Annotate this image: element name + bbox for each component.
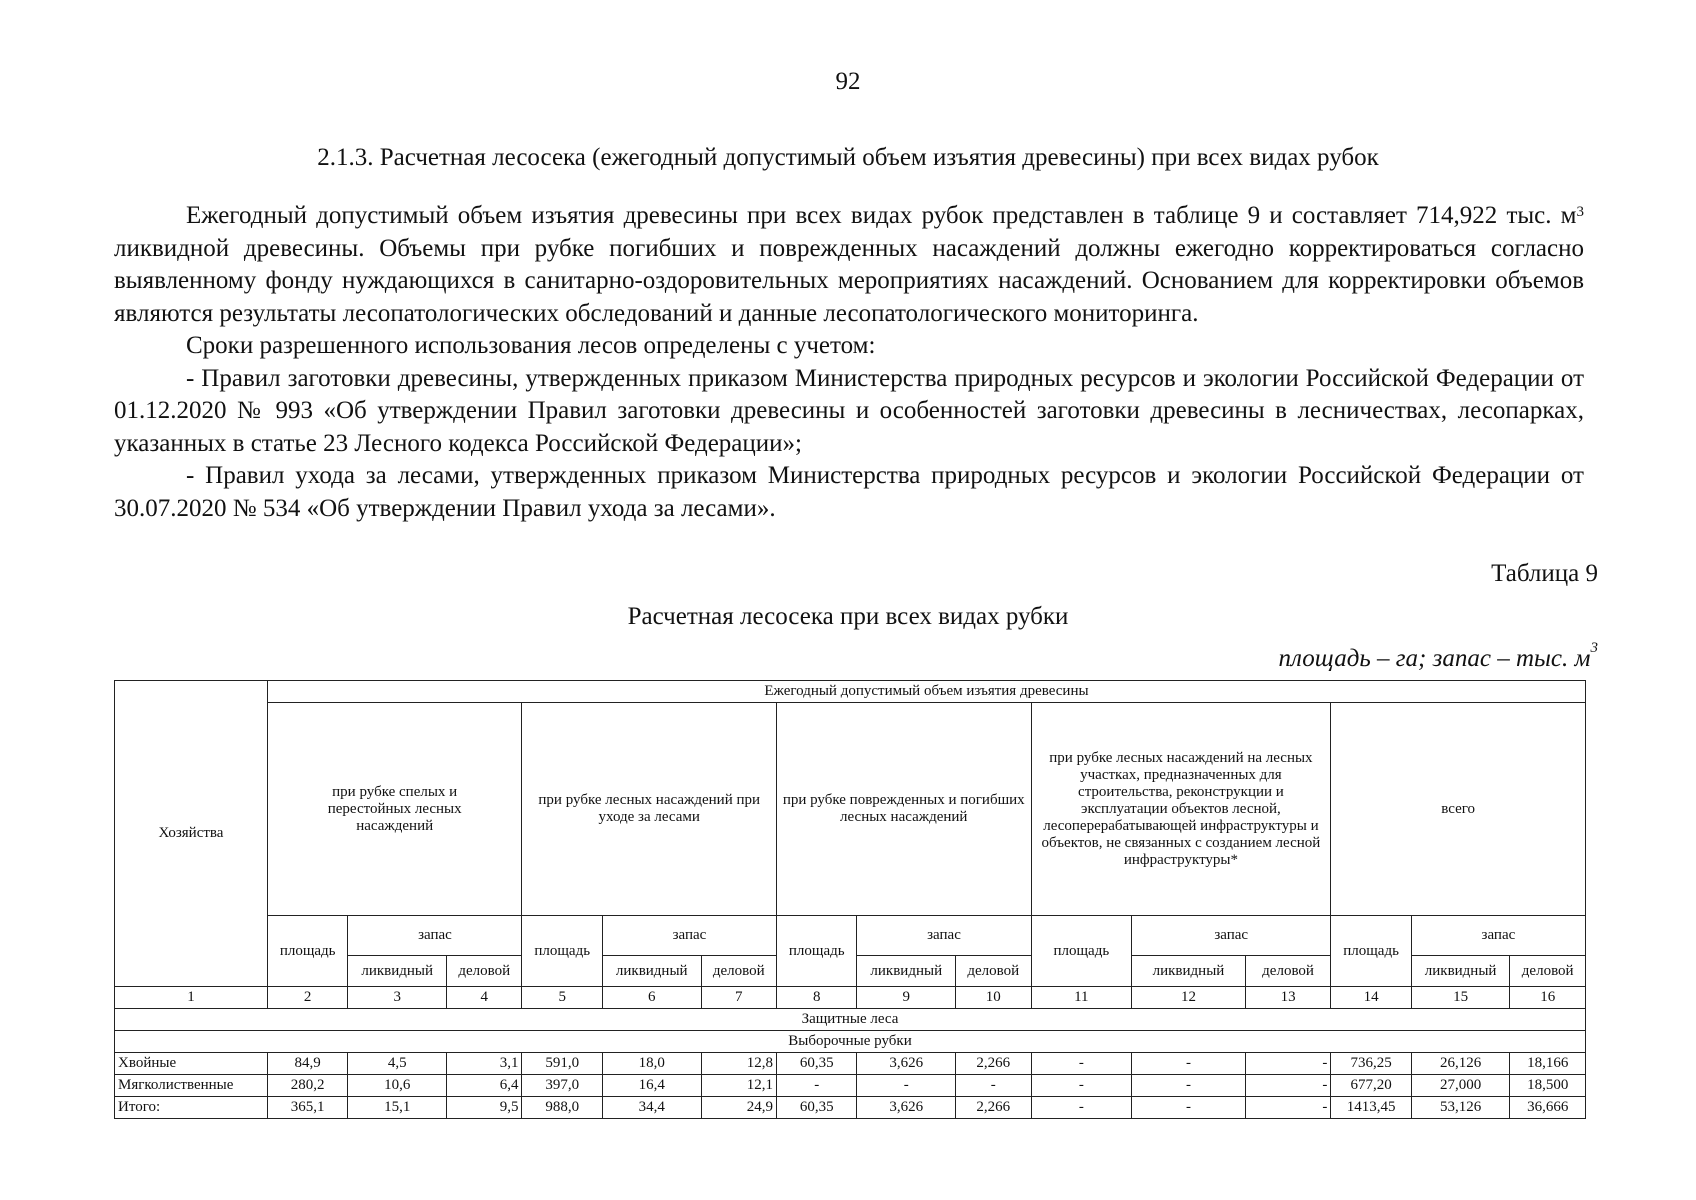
column-number: 3 (348, 987, 447, 1009)
header-stock: запас (857, 916, 1031, 956)
table-cell: 60,35 (776, 1053, 856, 1075)
table-cell: 18,166 (1510, 1053, 1586, 1075)
table-cell: 677,20 (1331, 1075, 1411, 1097)
table-cell: 16,4 (602, 1075, 701, 1097)
table-cell: - (776, 1075, 856, 1097)
table-cell: 4,5 (348, 1053, 447, 1075)
table-cell: 591,0 (522, 1053, 602, 1075)
units-note (1278, 640, 1598, 673)
paragraph-4: - Правил ухода за лесами, утвержденных приказом Министерства природных ресурсов и экологии Российской Федерации от 30.07.2020 № 534 «Об утверждении Правил ухода за лесами». (114, 462, 1584, 522)
column-number: 13 (1245, 987, 1331, 1009)
header-area: площадь (267, 916, 347, 987)
lesoseka-table (114, 680, 1586, 1119)
units-sup: 3 (1590, 640, 1598, 656)
table-cell: - (956, 1075, 1031, 1097)
table-title: Расчетная лесосека при всех видах рубки (627, 603, 1069, 630)
column-number: 12 (1132, 987, 1246, 1009)
paragraph-2: Сроки разрешенного использования лесов определены с учетом: (186, 332, 876, 359)
superscript-3: 3 (1576, 204, 1584, 220)
table-cell: 365,1 (267, 1097, 347, 1119)
table-cell: 34,4 (602, 1097, 701, 1119)
table-cell: 18,0 (602, 1053, 701, 1075)
table-cell: - (1132, 1097, 1246, 1119)
row-label: Итого: (115, 1097, 268, 1119)
header-area: площадь (1031, 916, 1132, 987)
column-number: 7 (701, 987, 776, 1009)
table-cell: 60,35 (776, 1097, 856, 1119)
header-area: площадь (1331, 916, 1411, 987)
header-area: площадь (776, 916, 856, 987)
units-text: площадь – га; запас – тыс. м (1278, 645, 1591, 672)
table-cell: 53,126 (1411, 1097, 1510, 1119)
header-liquid: ликвидный (1411, 956, 1510, 987)
header-business: деловой (1510, 956, 1586, 987)
table-row (115, 1053, 1586, 1075)
header-area: площадь (522, 916, 602, 987)
header-business: деловой (447, 956, 522, 987)
column-number: 8 (776, 987, 856, 1009)
header-business: деловой (1245, 956, 1331, 987)
table-cell: 1413,45 (1331, 1097, 1411, 1119)
section-protective-forests: Защитные леса (115, 1009, 1586, 1031)
table-cell: - (857, 1075, 956, 1097)
table-cell: 12,8 (701, 1053, 776, 1075)
column-number: 1 (115, 987, 268, 1009)
header-farms: Хозяйства (115, 681, 268, 987)
paragraph-1 (114, 200, 1584, 330)
body-text (114, 200, 1584, 525)
paragraph-3: - Правил заготовки древесины, утвержденных приказом Министерства природных ресурсов и экологии Российской Федерации от 01.12.2020 № 993 «Об утверждении Правил заготовки древесины и особенностей заготовки древесины в лесничествах, лесопарках, указанных в статье 23 Лесного кодекса Российской Федерации»; (114, 364, 1584, 457)
column-number: 5 (522, 987, 602, 1009)
table-cell: 18,500 (1510, 1075, 1586, 1097)
section-selective-cutting: Выборочные рубки (115, 1031, 1586, 1053)
column-number: 15 (1411, 987, 1510, 1009)
table-cell: 397,0 (522, 1075, 602, 1097)
header-liquid: ликвидный (602, 956, 701, 987)
table-cell: 36,666 (1510, 1097, 1586, 1119)
table-label: Таблица 9 (1491, 560, 1598, 587)
table-cell: 2,266 (956, 1097, 1031, 1119)
column-number: 11 (1031, 987, 1132, 1009)
table-cell: - (1031, 1053, 1132, 1075)
header-liquid: ликвидный (1132, 956, 1246, 987)
table-cell: 15,1 (348, 1097, 447, 1119)
row-label: Хвойные (115, 1053, 268, 1075)
header-stock: запас (1411, 916, 1585, 956)
table-cell: 3,626 (857, 1097, 956, 1119)
table-cell: 84,9 (267, 1053, 347, 1075)
header-business: деловой (956, 956, 1031, 987)
table-cell: - (1245, 1097, 1331, 1119)
column-number: 14 (1331, 987, 1411, 1009)
column-number: 16 (1510, 987, 1586, 1009)
table-cell: 3,1 (447, 1053, 522, 1075)
header-care-cutting: при рубке лесных насаждений при уходе за лесами (522, 703, 777, 916)
header-mature-cutting: при рубке спелых и перестойных лесных насаждений (267, 703, 522, 916)
header-stock: запас (602, 916, 776, 956)
column-number: 2 (267, 987, 347, 1009)
table-cell: 9,5 (447, 1097, 522, 1119)
table-cell: 6,4 (447, 1075, 522, 1097)
table-cell: - (1031, 1075, 1132, 1097)
header-liquid: ликвидный (348, 956, 447, 987)
header-construction-cutting: при рубке лесных насаждений на лесных участках, предназначенных для строительства, реконструкции и эксплуатации объектов лесной, лесоперерабатывающей инфраструктуры и объектов, не связанных с созданием лесной инфраструктуры* (1031, 703, 1331, 916)
table-cell: 988,0 (522, 1097, 602, 1119)
table-cell: - (1132, 1053, 1246, 1075)
header-damaged-cutting: при рубке поврежденных и погибших лесных насаждений (776, 703, 1031, 916)
table-cell: 12,1 (701, 1075, 776, 1097)
header-business: деловой (701, 956, 776, 987)
table-cell: - (1031, 1097, 1132, 1119)
header-liquid: ликвидный (857, 956, 956, 987)
table-cell: - (1132, 1075, 1246, 1097)
column-number: 10 (956, 987, 1031, 1009)
table-cell: - (1245, 1075, 1331, 1097)
page-number: 92 (835, 68, 861, 95)
header-stock: запас (1132, 916, 1331, 956)
column-number: 6 (602, 987, 701, 1009)
header-stock: запас (348, 916, 522, 956)
table-cell: 280,2 (267, 1075, 347, 1097)
column-number: 4 (447, 987, 522, 1009)
section-title: 2.1.3. Расчетная лесосека (ежегодный допустимый объем изъятия древесины) при всех видах рубок (317, 144, 1379, 171)
paragraph-1-part-b: ликвидной древесины. Объемы при рубке погибших и поврежденных насаждений должны ежегодно корректироваться согласно выявленному фонду нуждающихся в санитарно-оздоровительных мероприятиях насаждений. Основанием для корректировки объемов являются результаты лесопатологических обследований и данные лесопатологического мониторинга. (114, 234, 1584, 327)
table-cell: 2,266 (956, 1053, 1031, 1075)
column-numbers-row (115, 987, 1586, 1009)
table-cell: 736,25 (1331, 1053, 1411, 1075)
table-cell: 26,126 (1411, 1053, 1510, 1075)
table-row (115, 1075, 1586, 1097)
table-cell: 10,6 (348, 1075, 447, 1097)
table-cell: 3,626 (857, 1053, 956, 1075)
header-total: всего (1331, 703, 1586, 916)
paragraph-1-part-a: Ежегодный допустимый объем изъятия древесины при всех видах рубок представлен в таблице 9 и составляет 714,922 тыс. м (186, 202, 1577, 229)
table-cell: 27,000 (1411, 1075, 1510, 1097)
row-label: Мягколиственные (115, 1075, 268, 1097)
header-group: Ежегодный допустимый объем изъятия древесины (267, 681, 1585, 703)
table-cell: 24,9 (701, 1097, 776, 1119)
table-cell: - (1245, 1053, 1331, 1075)
column-number: 9 (857, 987, 956, 1009)
table-row-total (115, 1097, 1586, 1119)
